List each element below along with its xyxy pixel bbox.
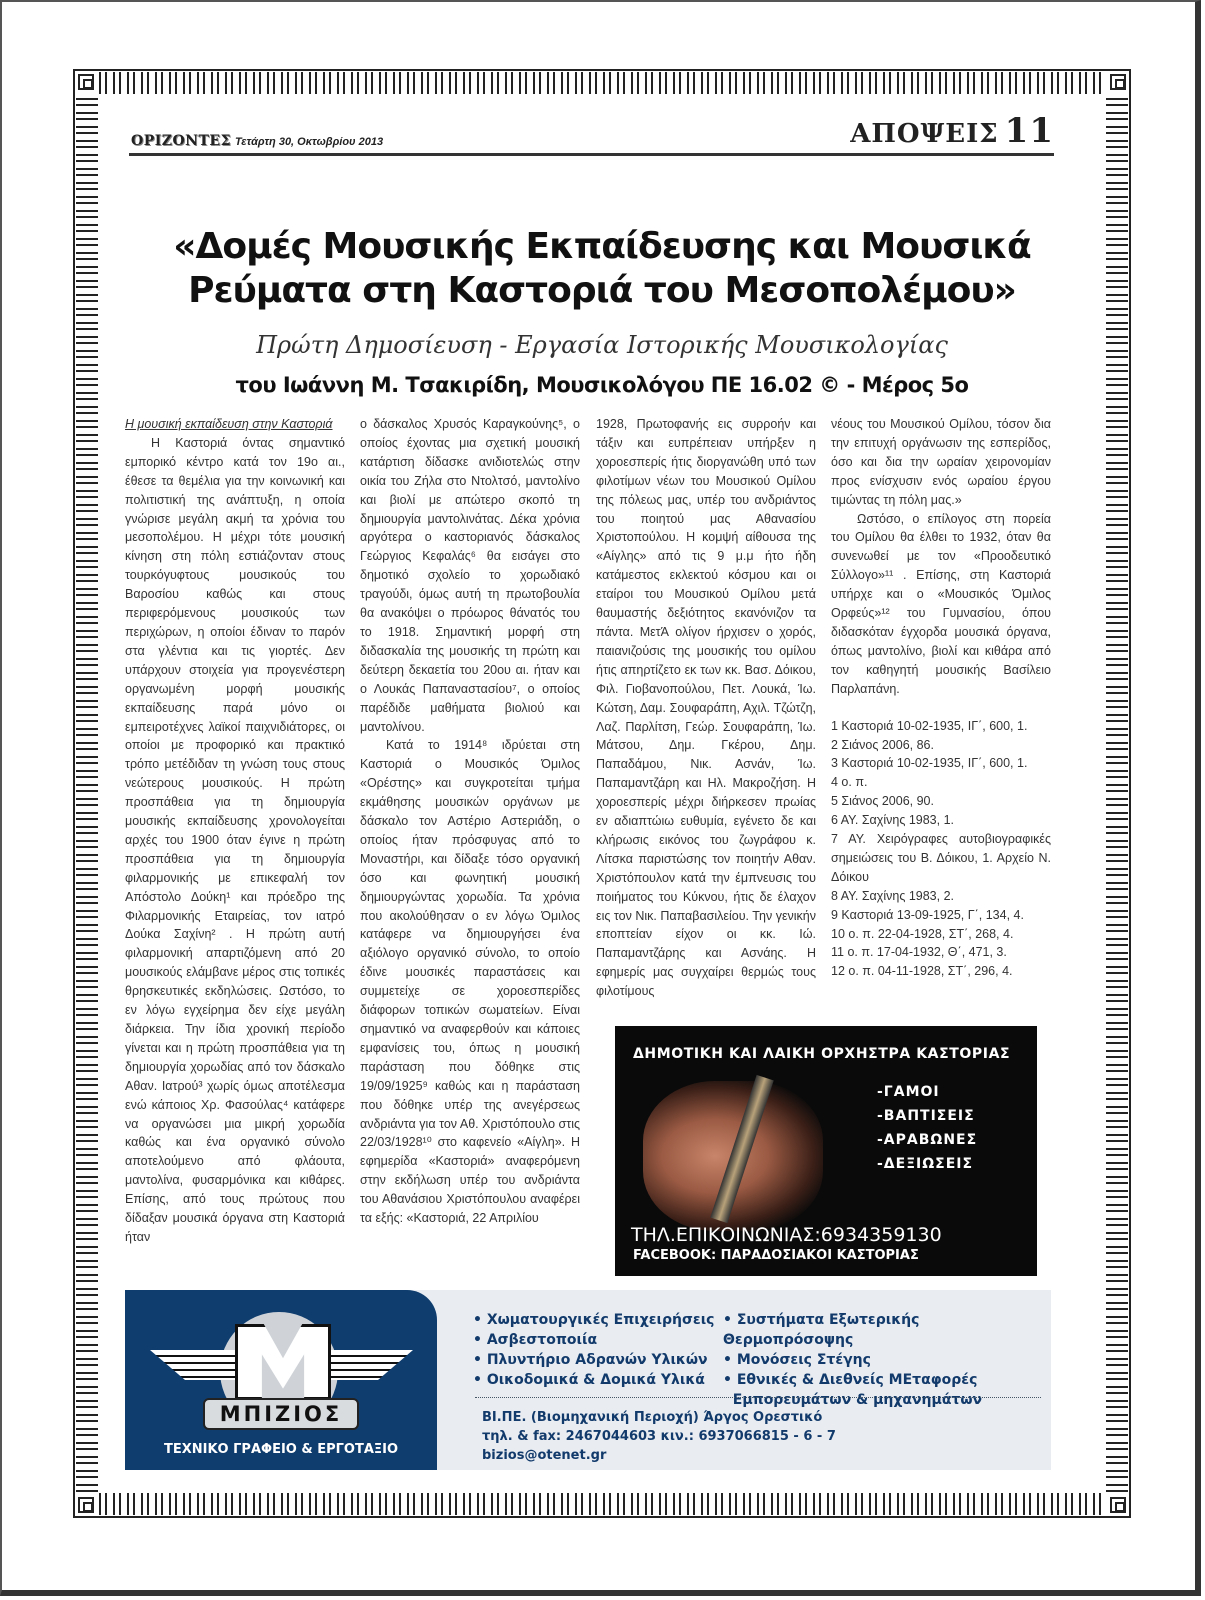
address: ΒΙ.ΠΕ. (Βιομηχανική Περιοχή) Άργος Ορεστικό	[482, 1410, 823, 1425]
service-item: -ΑΡΑΒΩΝΕΣ	[877, 1132, 978, 1148]
service-item: Εμπορευμάτων & μηχανημάτων	[732, 1392, 983, 1408]
article-column-4	[831, 415, 1051, 981]
email-link[interactable]: bizios@otenet.gr	[482, 1448, 607, 1463]
section-title	[850, 111, 1054, 151]
article-headline	[97, 225, 1107, 313]
footnote: 5 Σιάνος 2006, 90.	[831, 794, 934, 809]
brand-name: ΜΠΙΖΙΟΣ	[203, 1398, 359, 1430]
ad-services-list	[877, 1080, 977, 1176]
footnote: 11 ο. π. 17-04-1932, Θ΄, 471, 3.	[831, 945, 1007, 960]
service-item: • Οικοδομικά & Δομικά Υλικά	[473, 1370, 714, 1390]
service-item: -ΒΑΠΤΙΣΕΙΣ	[877, 1108, 975, 1124]
footnote: 2 Σιάνος 2006, 86.	[831, 737, 934, 752]
page-content	[97, 93, 1107, 1494]
paragraph: νέους του Μουσικού Ομίλου, τόσον δια την επιτυχή οργάνωσιν της εσπερίδος, όσο και δια την ωραίαν χειρονομίαν προς ενίσχυσιν ενός ωραίου έργου τιμώντας τη πόλη μας.»	[831, 417, 1051, 507]
services-right	[723, 1310, 1051, 1410]
footnote: 7 ΑΥ. Χειρόγραφες αυτοβιογραφικές σημειώσεις του Β. Δόικου, 1. Αρχείο Ν. Δόικου	[831, 832, 1051, 884]
service-item: -ΔΕΞΙΩΣΕΙΣ	[877, 1156, 974, 1172]
corner-ornament	[1110, 1497, 1126, 1513]
footnote: 10 ο. π. 22-04-1928, ΣΤ΄, 268, 4.	[831, 926, 1014, 941]
border-left	[76, 95, 98, 1492]
article-column-1	[125, 415, 345, 1247]
ad-phone: ΤΗΛ.ΕΠΙΚΟΙΝΩΝΙΑΣ:6934359130	[631, 1224, 942, 1246]
ad-facebook: FACEBOOK: ΠΑΡΑΔΟΣΙΑΚΟΙ ΚΑΣΤΟΡΙΑΣ	[633, 1248, 919, 1263]
ad-title: ΔΗΜΟΤΙΚΗ ΚΑΙ ΛΑΙΚΗ ΟΡΧΗΣΤΡΑ ΚΑΣΤΟΡΙΑΣ	[633, 1046, 1011, 1062]
border-top	[99, 72, 1105, 94]
bizios-advertisement	[125, 1290, 1051, 1470]
page-header	[129, 113, 1054, 156]
article-column-3	[596, 415, 816, 1001]
footnote: 12 ο. π. 04-11-1928, ΣΤ΄, 296, 4.	[831, 964, 1013, 979]
corner-ornament	[78, 74, 94, 90]
paragraph: 1928, Πρωτοφανής εις συρροήν και τάξιν και ευπρέπειαν υπήρξεν η χοροεσπερίς ήτις διοργανώθη υπό των φιλοτίμων νέων του Μουσικού Ομίλου της πόλεως μας, υπέρ του ανδριάντος του ποιητού μας Αθανασίου Χριστοπούλου. Η κομψή αίθουσα της «Αίγλης» από τις 9 μ.μ ήτο ήδη κατάμεστος εκλεκτού κόσμου και οι εταίροι του Μουσικού Ομίλου μετά θαυμαστής δεξιότητος εκανόνιζον τα πάντα. ΜετΆ ολίγον ήρχισεν ο χορός, παιανιζούσις της μουσικής του ομίλου ήτις απηρτίζετο εκ των κκ. Βασ. Δόικου, Φιλ. Γιοβανοπούλου, Πετ. Λουκά, Ίω. Κώτση, Δαμ. Σουφαράπη, Αχιλ. Τζώτζη, Λαζ. Παρλίτση, Γεώρ. Σουφαράπη, Ίω. Μάτσου, Δημ. Γκέρου, Δημ. Παπαδάμου, Νικ. Ασνάν, Ίω. Παπαμαντζάρη και Ηλ. Μακροζήση. Η χοροεσπερίς μέχρι διήρκεσεν πρωίας εν αδιαπτώιω ευθυμία, εγένετο δε και κλήρωσις εικόνος του ζωγράφου κ. Λίτσκα παριστώσης τον ποιητήν Αθαν. Χριστόπουλον κατά την έμπνευσις του ποιήματος του Κύκνου, ήτις δε έλαχον εις τον Νικ. Παπαβασιλείου. Την γενικήν εποπτείαν είχον οι κκ. Ιώ. Παπαμαντζάρης και Ασνάης. Η εφημερίς μας συγχαίρει θερμώς τους φιλοτίμους	[596, 417, 816, 999]
brand-panel	[125, 1290, 437, 1470]
phones: τηλ. & fax: 2467044603 κιν.: 6937066815 - 6 - 7	[482, 1429, 836, 1444]
footnote: 8 ΑΥ. Σαχίνης 1983, 2.	[831, 888, 954, 903]
newspaper-masthead: ΟΡΙΖΟΝΤΕΣ	[131, 133, 231, 149]
service-item: -ΓΑΜΟΙ	[877, 1084, 940, 1100]
service-item: • Χωματουργικές Επιχειρήσεις	[473, 1310, 714, 1330]
brand-tagline: ΤΕΧΝΙΚΟ ΓΡΑΦΕΙΟ & ΕΡΓΟΤΑΞΙΟ	[164, 1442, 398, 1457]
footnotes	[831, 717, 1051, 982]
page-number: 11	[1004, 111, 1054, 151]
paragraph: Κατά το 1914⁸ ιδρύεται στη Καστοριά ο Μουσικός Όμιλος «Ορέστης» και συγκροτείται τμήμα εκμάθησης μουσικών οργάνων με δάσκαλο τον Αστέριο Αστεριάδη, ο οποίος ήταν πρόσφυγας από το Μοναστήρι, και δίδαξε τόσο οργανική όσο και φωνητική μουσική δημιουργώντας χορωδία. Τα χρόνια που ακολούθησαν ο εν λόγω Όμιλος κατάφερε να δημιουργήσει ένα αξιόλογο οργανικό σύνολο, το οποίο έδινε μουσικές παραστάσεις και συμμετείχε σε χοροεσπερίδες διάφορων τοπικών σωματείων. Είναι σημαντικό να αναφερθούν και κάποιες εμφανίσεις του, όπως η μουσική παράσταση που δόθηκε στις 19/09/1925⁹ καθώς και η παράσταση που δόθηκε υπέρ της ανεγέρσεως ανδριάντα για τον Αθ. Χριστόπουλο στις 22/03/1928¹⁰ στο καφενείο «Αίγλη». Η εφημερίδα «Καστοριά» αναφερόμενη στην εκδήλωση υπέρ του ανδριάντα του Αθανάσιου Χριστόπουλου αναφέρει τα εξής: «Καστοριά, 22 Απριλίου	[360, 738, 580, 1226]
article-subtitle: Πρώτη Δημοσίευση - Εργασία Ιστορικής Μουσικολογίας	[256, 331, 948, 359]
service-item: • Εθνικές & Διεθνείς ΜΕταφορές	[723, 1370, 1051, 1390]
orchestra-advertisement	[615, 1026, 1037, 1276]
services-left	[473, 1310, 714, 1390]
paragraph: ο δάσκαλος Χρυσός Καραγκούνης⁵, ο οποίος έχοντας μια σχετική μουσική κατάρτιση δίδασκε ανιδιοτελώς στην οικία του Ζήλα στο Ντολτσό, μαντολίνο και βιολί με απώτερο σκοπό τη δημιουργία μαντολινάτας. Δέκα χρόνια αργότερα ο καστοριανός δάσκαλος Γεώργιος Κεφαλάς⁶ θα εισάγει στο δημοτικό σχολείο το χορωδιακό τραγούδι, όμως αυτή τη πρωτοβουλία θα ανακόψει ο πρόωρος θάνατός του το 1918. Σημαντική μορφή στη διδασκαλία της μουσικής τη πρώτη και δεύτερη δεκαετία του 20ου αι. ήταν και ο Λουκάς Παπαναστασίου⁷, ο οποίος παρέδιδε μαθήματα βιολιού και μαντολίνου.	[360, 417, 580, 734]
article-column-2	[360, 415, 580, 1228]
issue-date: Τετάρτη 30, Οκτωβρίου 2013	[235, 136, 384, 148]
contact-info	[482, 1408, 836, 1465]
footnote: 1 Καστοριά 10-02-1935, ΙΓ΄, 600, 1.	[831, 718, 1028, 733]
service-item: • Μονόσεις Στέγης	[723, 1350, 1051, 1370]
footnote: 6 ΑΥ. Σαχίνης 1983, 1.	[831, 813, 954, 828]
corner-ornament	[1110, 74, 1126, 90]
headline-line-2: Ρεύματα στη Καστοριά του Μεσοπολέμου»	[188, 270, 1016, 311]
footnote: 3 Καστοριά 10-02-1935, ΙΓ΄, 600, 1.	[831, 756, 1028, 771]
article-byline: του Ιωάννη Μ. Τσακιρίδη, Μουσικολόγου ΠΕ 16.02 © - Μέρος 5ο	[235, 373, 969, 397]
footnote: 9 Καστοριά 13-09-1925, Γ΄, 134, 4.	[831, 907, 1024, 922]
section-label: ΑΠΟΨΕΙΣ	[850, 119, 999, 149]
service-item: • Πλυντήριο Αδρανών Υλικών	[473, 1350, 714, 1370]
paragraph: Ωστόσο, ο επίλογος στη πορεία του Ομίλου θα έλθει το 1932, όταν θα συνενωθεί με τον «Προοδευτικό Σύλλογο»¹¹ . Επίσης, στη Καστοριά υπήρχε και ο «Μουσικός Όμιλος Ορφεύς»¹² του Γυμνασίου, όπου διδασκόταν έγχορδα μουσικά όργανα, όπως μαντολίνο, βιολί και κιθάρα από τον καθηγητή μουσικής Βασίλειο Παρλαπάνη.	[831, 511, 1051, 696]
service-item: • Ασβεστοποιία	[473, 1330, 714, 1350]
border-bottom	[99, 1493, 1105, 1515]
corner-ornament	[78, 1497, 94, 1513]
footnote: 4 ο. π.	[831, 775, 868, 790]
service-item: • Συστήματα Εξωτερικής Θερμοπρόσοψης	[723, 1310, 1051, 1350]
headline-line-1: «Δομές Μουσικής Εκπαίδευσης και Μουσικά	[173, 226, 1031, 267]
paragraph: Η Καστοριά όντας σημαντικό εμπορικό κέντρο κατά τον 19ο αι., έθεσε τα θεμέλια για την κοινωνική και πολιτιστική της ανάπτυξη, η οποία γνώρισε μεγάλη ακμή τα χρόνια του μεσοπολέμου. Η μέχρι τότε μουσική κίνηση στη πόλη εστιάζονταν στους τουρκόγυφτους μουσικούς του Βαροσίου καθώς και στους περιφερόμενους μουσικούς των περιχώρων, η οποίοι έδιναν το παρόν στα γλέντια και τις γιορτές. Δεν υπάρχουν στοιχεία για προγενέστερη οργανωμένη μορφή μουσικής εκπαίδευσης παρά μόνο οι εμπειροτέχνες λαϊκοί παιχνιδιάτορες, οι οποίοι με προφορικό και πρακτικό τρόπο μετέδιδαν τη γνώση τους στους νεώτερους μουσικούς. Η πρώτη προσπάθεια για τη δημιουργία μουσικής εκπαίδευσης χρονολογείται αρχές του 1900 όταν έγινε η πρώτη προσπάθεια για τη δημιουργία φιλαρμονικής με επικεφαλή τον Απόστολο Δούκη¹ και πρόεδρο της Φιλαρμονικής Εταιρείας, τον ιατρό Δούκα Σαχίνη² . Η πρώτη αυτή φιλαρμονική απαρτιζόμενη από 20 μουσικούς ελάμβανε μέρος στις τοπικές θρησκευτικές εκδηλώσεις. Ωστόσο, το εν λόγω εγχείρημα δεν είχε μεγάλη διάρκεια. Την ίδια χρονική περίοδο γίνεται και η πρώτη προσπάθεια για τη δημιουργία χορωδίας από τον δάσκαλο Αθαν. Ιατρού³ χωρίς όμως αποτέλεσμα ενώ κάποιος Χρ. Φασούλας⁴ κατάφερε να οργανώσει μια μικρή χορωδία καθώς και ένα οργανικό σύνολο αποτελούμενο από φλάουτα, μαντολίνα, φυσαρμόνικα και κιθάρες. Επίσης, από τους πρώτους που δίδαξαν μουσικά όργανα στη Καστοριά ήταν	[125, 435, 345, 1244]
border-right	[1106, 95, 1128, 1492]
dotted-divider	[475, 1397, 1041, 1398]
section-subheading: Η μουσική εκπαίδευση στην Καστοριά	[125, 417, 333, 431]
